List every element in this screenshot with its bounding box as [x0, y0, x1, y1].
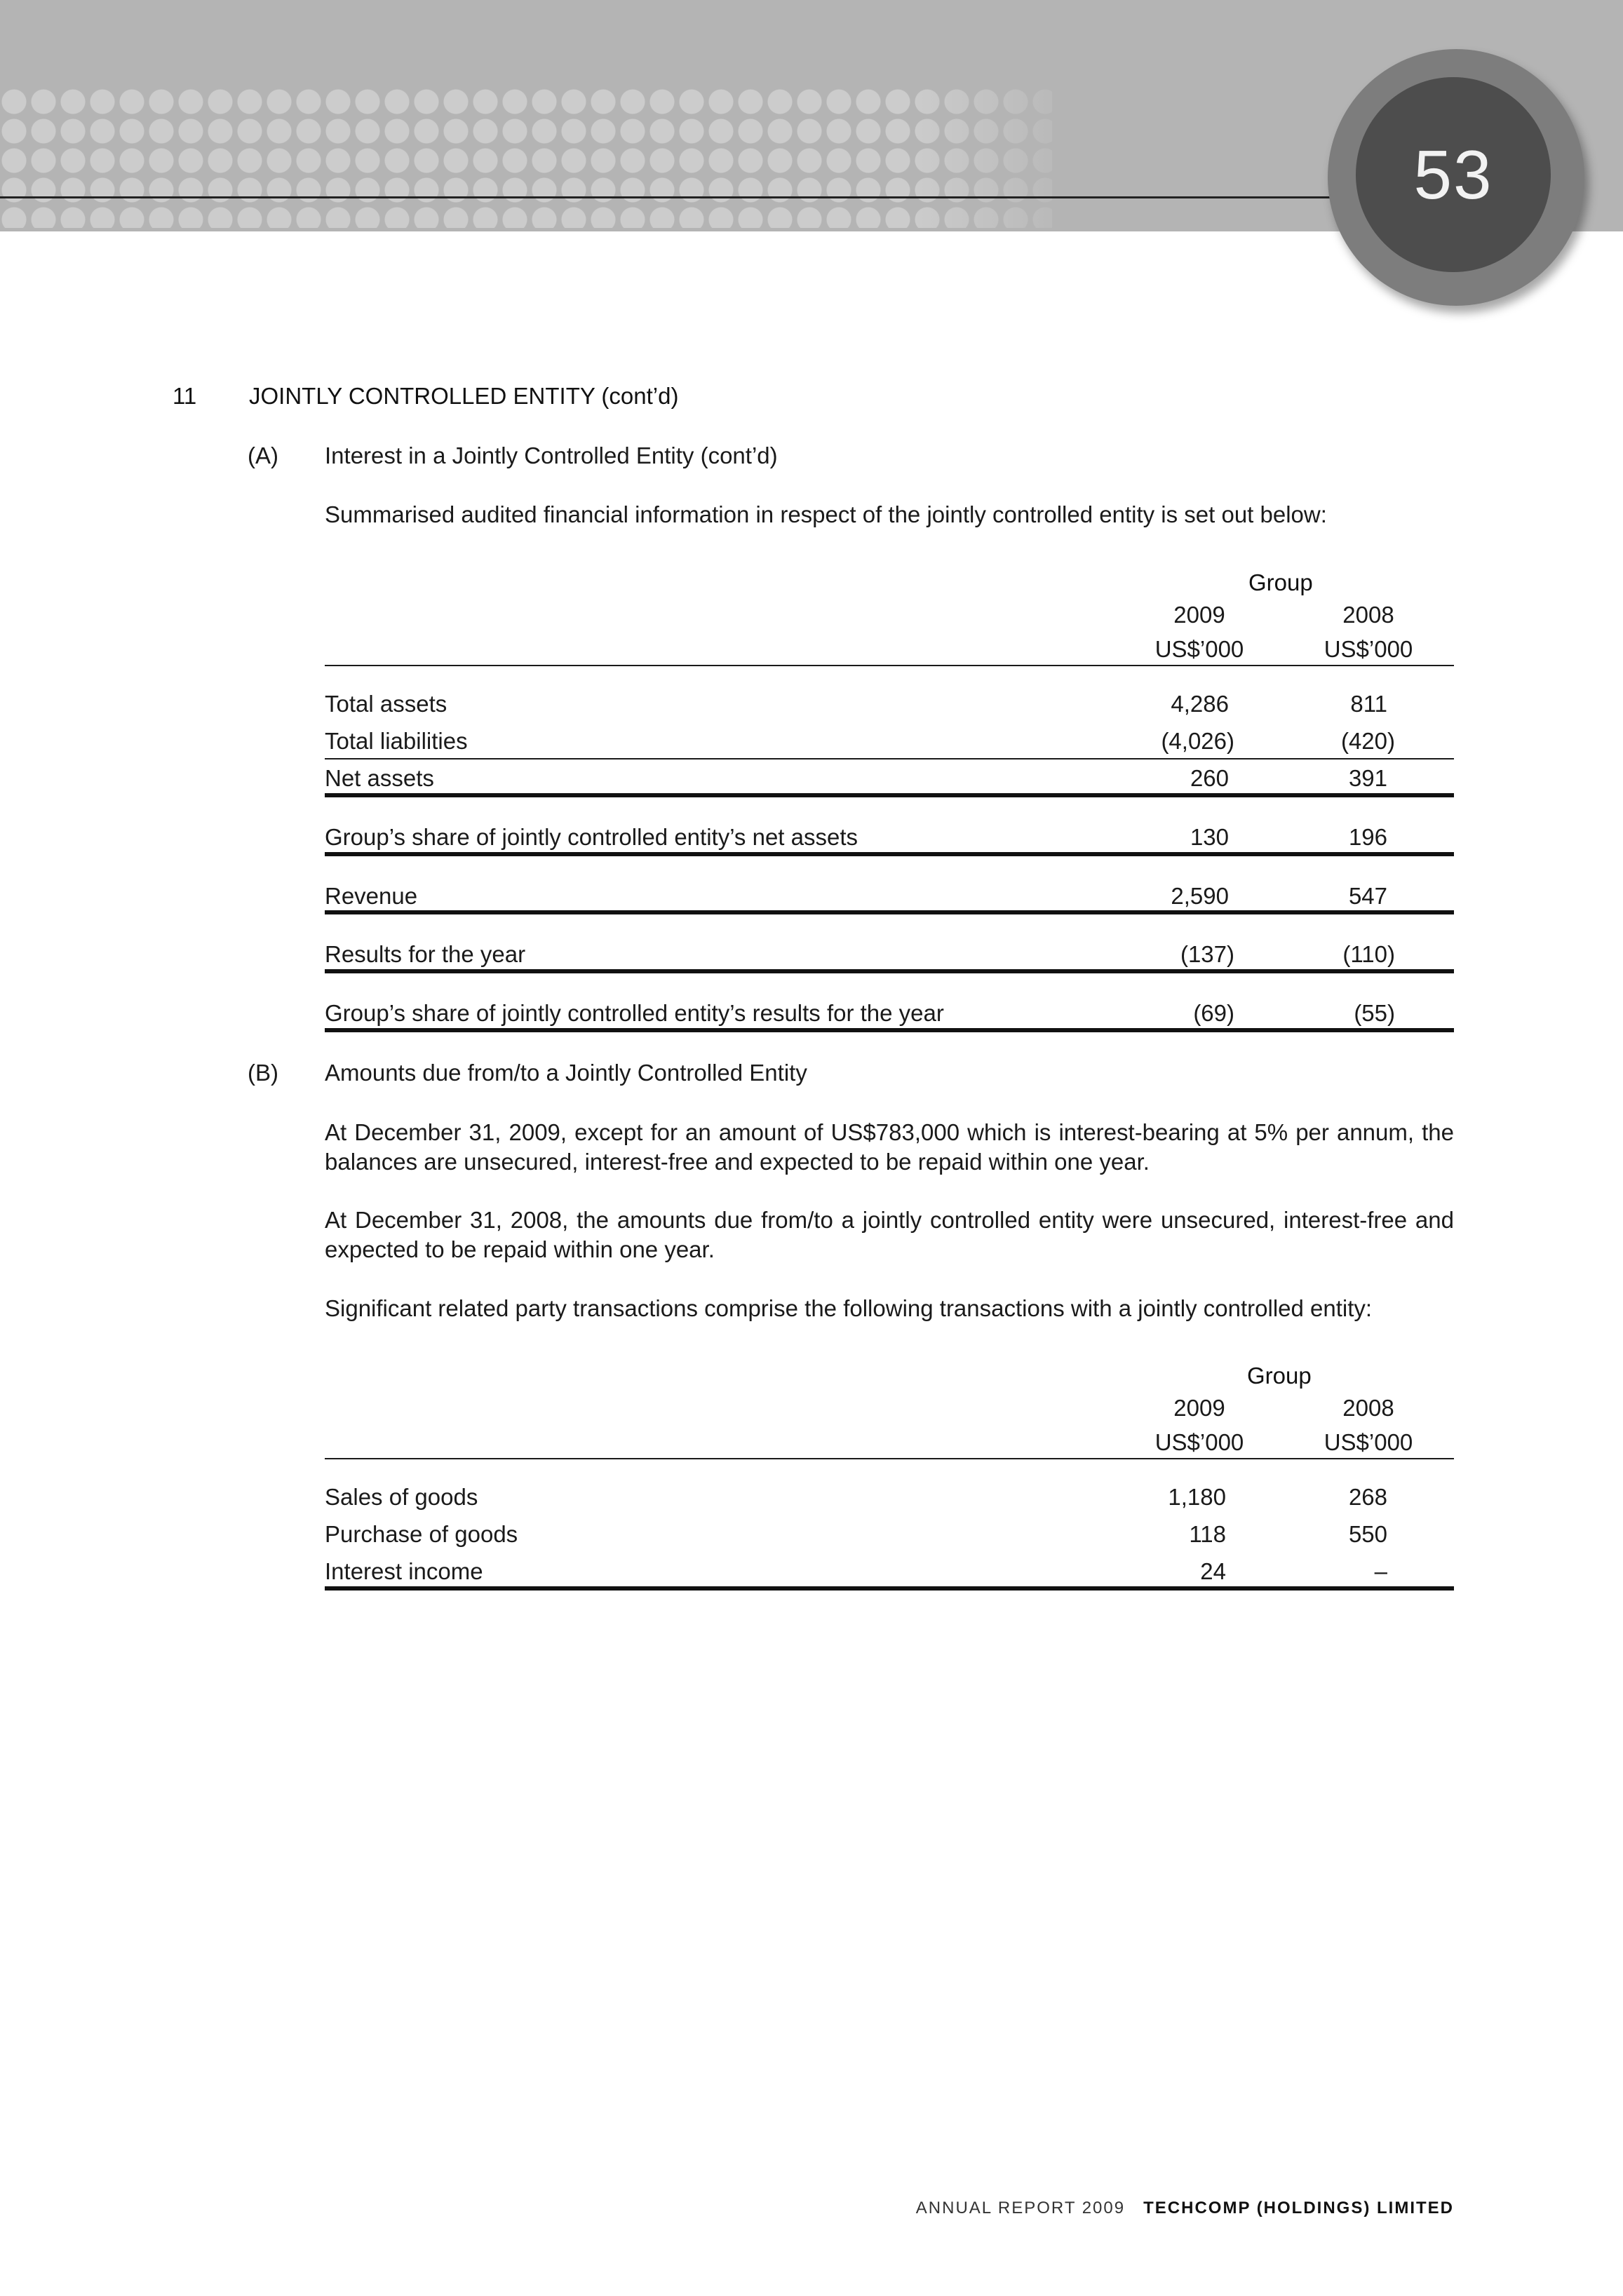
table-b-unit-2009: US$’000	[1154, 1429, 1244, 1455]
table-b-year-2009: 2009	[1173, 1395, 1225, 1421]
table-row-label: Total liabilities	[325, 728, 468, 754]
table-cell-2008: –	[1374, 1558, 1387, 1584]
part-a-intro: Summarised audited financial information in respect of the jointly controlled entity is set out below:	[325, 501, 1327, 527]
part-b-paragraph-3: Significant related party transactions comprise the following transactions with a jointly controlled entity:	[325, 1295, 1373, 1321]
table-cell-2009: 1,180	[1168, 1484, 1226, 1510]
part-b-paragraph-2: At December 31, 2008, the amounts due from/to a jointly controlled entity were unsecured, interest-free and expected to be repaid within one year.	[325, 1207, 1454, 1262]
table-row-label: Purchase of goods	[325, 1521, 518, 1547]
table-a-header-rule	[325, 665, 1454, 666]
table-b-year-2008: 2008	[1342, 1395, 1394, 1421]
table-cell-2008: (420)	[1340, 728, 1395, 754]
header-rule	[0, 196, 1396, 198]
table-row-label: Group’s share of jointly controlled entity’s net assets	[325, 824, 858, 850]
part-a-heading: Interest in a Jointly Controlled Entity (cont’d)	[325, 443, 778, 468]
table-cell-2008: 811	[1350, 691, 1387, 717]
table-row-label: Total assets	[325, 691, 447, 717]
dot-pattern-fade	[912, 84, 1094, 231]
table-a-year-2008: 2008	[1342, 602, 1394, 628]
page-number: 53	[1356, 77, 1551, 272]
table-cell-2008: (55)	[1354, 1000, 1395, 1026]
table-a-unit-2008: US$’000	[1324, 636, 1413, 662]
table-a-rule	[325, 852, 1454, 856]
footer-report: ANNUAL REPORT 2009	[915, 2199, 1126, 2217]
part-b-label: (B)	[248, 1060, 278, 1086]
table-b-total-rule	[325, 1586, 1454, 1591]
table-cell-2008: 547	[1348, 883, 1387, 909]
table-a-rule	[325, 969, 1454, 973]
footer	[916, 2199, 1454, 2218]
section-title: JOINTLY CONTROLLED ENTITY (cont’d)	[249, 383, 679, 409]
table-cell-2009: 130	[1190, 824, 1229, 850]
table-cell-2009: (137)	[1180, 941, 1234, 967]
table-cell-2009: 24	[1200, 1558, 1226, 1584]
table-b-header-rule	[325, 1458, 1454, 1459]
table-cell-2008: 196	[1348, 824, 1387, 850]
table-b-group-label: Group	[1247, 1363, 1312, 1389]
part-b-heading: Amounts due from/to a Jointly Controlled Entity	[325, 1060, 807, 1086]
table-a-rule	[325, 910, 1454, 914]
footer-company: TECHCOMP (HOLDINGS) LIMITED	[1143, 2199, 1454, 2217]
table-row-label: Revenue	[325, 883, 418, 909]
table-cell-2009: 2,590	[1171, 883, 1229, 909]
table-cell-2008: 391	[1348, 765, 1387, 791]
dot-pattern	[0, 88, 1052, 228]
part-b-paragraph-1: At December 31, 2009, except for an amount of US$783,000 which is interest-bearing at 5% per annum, the balances are unsecured, interest-free and expected to be repaid within one year.	[325, 1119, 1454, 1175]
table-cell-2009: 118	[1189, 1521, 1226, 1547]
table-row-label: Results for the year	[325, 941, 526, 967]
table-a-year-2009: 2009	[1173, 602, 1225, 628]
table-row-label: Net assets	[325, 765, 434, 791]
table-row-label: Interest income	[325, 1558, 483, 1584]
section-number: 11	[173, 383, 197, 409]
table-cell-2008: 550	[1348, 1521, 1387, 1547]
table-a-subtotal-rule	[325, 758, 1454, 759]
table-a-group-label: Group	[1248, 569, 1313, 595]
table-cell-2009: (69)	[1193, 1000, 1234, 1026]
table-cell-2009: 4,286	[1171, 691, 1229, 717]
table-cell-2008: 268	[1348, 1484, 1387, 1510]
table-a-total-rule	[325, 793, 1454, 797]
table-a-rule	[325, 1028, 1454, 1032]
table-a-unit-2009: US$’000	[1154, 636, 1244, 662]
table-cell-2009: 260	[1190, 765, 1229, 791]
table-row-label: Group’s share of jointly controlled entity’s results for the year	[325, 1000, 944, 1026]
table-b-unit-2008: US$’000	[1324, 1429, 1413, 1455]
table-cell-2008: (110)	[1342, 941, 1395, 967]
table-row-label: Sales of goods	[325, 1484, 478, 1510]
table-cell-2009: (4,026)	[1161, 728, 1234, 754]
part-a-label: (A)	[248, 443, 278, 468]
